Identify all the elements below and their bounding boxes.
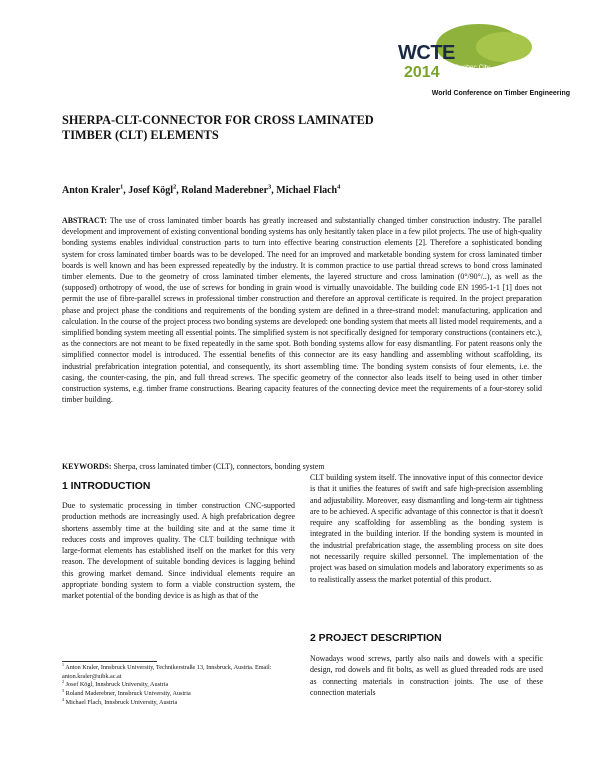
- logo-city: Quebec City: [454, 64, 490, 71]
- keywords-label: KEYWORDS:: [62, 462, 112, 471]
- logo-green-shape-inner: [476, 32, 532, 62]
- abstract: [62, 215, 542, 405]
- section-2-heading: 2 PROJECT DESCRIPTION: [310, 633, 442, 644]
- logo-wordmark: WCTE: [398, 42, 455, 64]
- author: Josef Kögl$^2$: [128, 183, 177, 196]
- author: Roland Maderebner$^3$: [181, 183, 272, 196]
- section-1-body: Due to systematic processing in timber construction CNC-supported production methods are increasingly used. A high prefabrication degree shortens assembly time at the building site and at the same time it reduces costs and improves quality. The CLT building technique with large-format elements has established itself on the market for this very reason. The development of suitable bonding devices is lagging behind this growing market demand. Since individual elements require an appropriate bonding system to form a viable construction system, the market potential of the bonding device is as high as that of the: [62, 501, 295, 601]
- footnote: $^2$ Josef Kögl, Innsbruck University, Austria: [62, 679, 169, 689]
- footnote-rule: [62, 661, 157, 662]
- abstract-text: The use of cross laminated timber boards has greatly increased and substantially changed timber construction industry. The parallel development and improvement of existing conventional bonding systems has only hesitantly taken place in a few pilot projects. The use of high-quality bonding systems enables individual construction parts to turn into effective bearing construction elements [2]. Therefore a sophisticated bonding system for cross laminated timber boards was to be developed. The need for an improved and marketable bonding system for cross laminated timber boards is well known and has been expressed repeatedly by the industry. It is common practice to use partial thread screws to bond cross laminated timber elements. Due to the geometry of cross laminated timber elements, the layered structure and cross lamination (0°/90°/..), as well as the (supposed) orthotropy of wood, the use of screws for bonding in grain wood is virtually unavoidable. The building code EN 1995-1-1 [1] does not permit the use of fibre-parallel screws in professional timber construction and therefore an approval certificate is required. In the project preparation phase and project phase the conditions and requirements of the bonding system are defined in a three-strand model: manufacturing, application and calculation. In the course of the project process two bonding systems are developed: one bonding system that meets all listed model requirements, and a simplified bonding system meeting all essential points. The simplified system is not specifically designed for temporary constructions (containers etc.), as the connectors are not meant to be fixed repeatedly in the same spot. Both bonding systems allow for easy dismantling. For patent reasons only the simplified connector model is introduced. The essential benefits of this connector are its easy handling and assembling without scaffolding, its industrial prefabrication integration potential, and consequently, its short assembling time. The bonding system consists of four elements, i.e. the casing, the counter-casing, the pin, and full thread screws. The specific geometry of the connector also leads itself to being used in other timber construction systems, e.g. timber frame constructions. Bearing capacity features of the connecting device meet the requirements of a four-storey solid timber building.: [62, 216, 542, 405]
- section-1-heading: 1 INTRODUCTION: [62, 481, 151, 492]
- author: Anton Kraler$^1$: [62, 183, 124, 196]
- footnote: $^4$ Michael Flach, Innsbruck University, Austria: [62, 696, 178, 706]
- logo-country: Canada: [454, 71, 477, 79]
- logo-location: [454, 64, 493, 87]
- author: Michael Flach$^4$: [276, 183, 341, 196]
- abstract-label: ABSTRACT:: [62, 216, 108, 225]
- footnote: $^1$ Anton Kraler, Innsbruck University, Technikerstraße 13, Innsbruck, Austria. Email: anton.kraler@uibk.ac.at: [62, 661, 272, 680]
- keywords-text: Sherpa, cross laminated timber (CLT), connectors, bonding system: [113, 462, 325, 471]
- logo-conference-name: World Conference on Timber Engineering: [431, 90, 570, 97]
- conference-logo: [398, 24, 570, 104]
- section-2-body: Nowadays wood screws, partly also nails and dowels with a specific design, rod dowels and fit bolts, as well as glued threaded rods are used as connecting materials in construction joints. The use of these connection materials: [310, 654, 543, 697]
- title-line-2: TIMBER (CLT) ELEMENTS: [62, 128, 219, 142]
- paper-title: [62, 113, 442, 143]
- logo-year: 2014: [404, 64, 440, 81]
- title-line-1: SHERPA-CLT-CONNECTOR FOR CROSS LAMINATED: [62, 113, 374, 127]
- footnote: $^3$ Roland Maderebner, Innsbruck University, Austria: [62, 688, 191, 698]
- section-1-continued: CLT building system itself. The innovative input of this connector device is that it unifies the features of swift and safe high-precision assembling and adjustability. Moreover, easy dismantling and long-term air tightness are to be achieved. A specific advantage of this connector is that it doesn't require any scaffolding for assembling as the bonding system is integrated in the building interior. If the bonding system is mounted in the industrial prefabrication stage, the assembling process on site does not necessarily require skilled personnel. The implementation of the project was based on simulation models and laboratory experiments so as to realistically assess the market potential of this product.: [310, 473, 543, 584]
- author-list: Anton Kraler$^1$, Josef Kögl$^2$, Roland Maderebner$^3$, Michael Flach$^4$: [62, 183, 341, 196]
- keywords: [62, 461, 542, 472]
- footnotes: [62, 661, 296, 708]
- logo-dates: August 10-14: [454, 79, 493, 86]
